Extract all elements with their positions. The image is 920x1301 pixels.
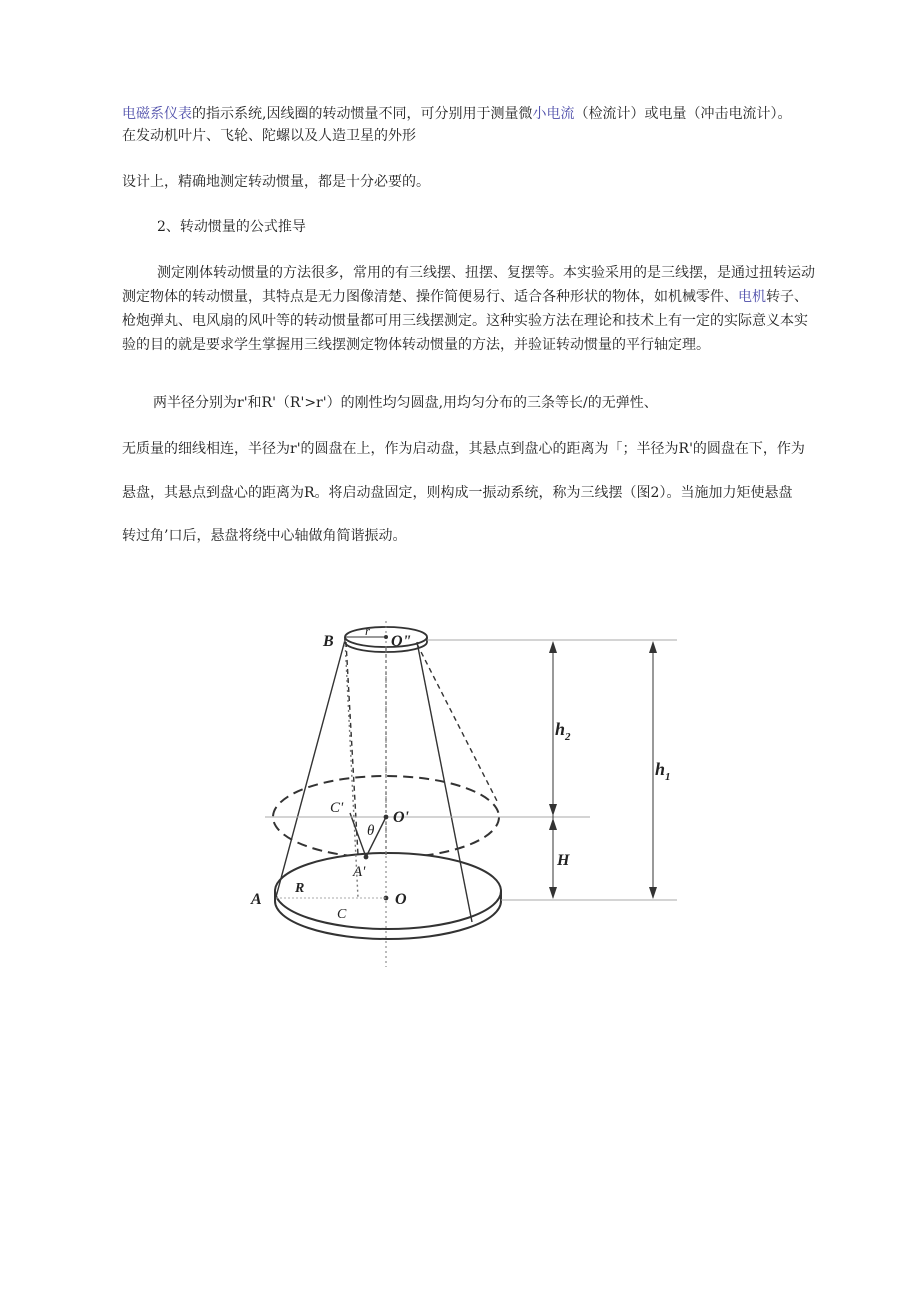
text-segment: （检流计）或电量（冲击电流计）。 <box>574 106 792 122</box>
label-h1: $h_1$ <box>655 759 671 783</box>
arrow-h2-bottom <box>549 804 557 816</box>
label-r: r <box>365 623 371 638</box>
paragraph-line: 在发动机叶片、飞轮、陀螺以及人造卫星的外形 <box>122 128 416 144</box>
label-h2: $h_2$ <box>555 719 571 743</box>
link-electromagnetic-instrument[interactable]: 电磁系仪表 <box>122 106 192 122</box>
arrow-h1-bottom <box>649 887 657 899</box>
label-B: B <box>323 633 334 650</box>
label-A: A <box>251 891 262 908</box>
arrow-h2-top <box>549 641 557 653</box>
label-C-prime: C' <box>330 800 344 816</box>
paragraph-line: 悬盘，其悬点到盘心的距离为R。将启动盘固定，则构成一振动系统，称为三线摆（图2）。当施加力矩使悬盘 <box>122 485 793 501</box>
label-R: R <box>295 881 305 896</box>
paragraph-line: 两半径分别为r'和R'（R'>r'）的刚性均匀圆盘,用均匀分布的三条等长/的无弹性、 <box>153 395 658 411</box>
label-O-double-prime: O" <box>391 633 412 650</box>
paragraph-line <box>122 287 808 307</box>
point-O-prime <box>384 815 389 820</box>
label-theta: θ <box>367 823 375 839</box>
text-segment: 测定物体的转动惯量，其特点是无力图像清楚、操作简便易行、适合各种形状的物体，如机械零件、 <box>122 289 738 305</box>
link-motor[interactable]: 电机 <box>738 289 766 305</box>
arrow-H-top <box>549 818 557 830</box>
paragraph-line: 无质量的细线相连，半径为r'的圆盘在上，作为启动盘，其悬点到盘心的距离为「；半径为R'的圆盘在下，作为 <box>122 441 805 457</box>
label-H: H <box>557 852 570 869</box>
paragraph-design: 设计上，精确地测定转动惯量，都是十分必要的。 <box>122 174 430 190</box>
label-O: O <box>395 891 407 908</box>
section-heading: 2、转动惯量的公式推导 <box>157 219 306 235</box>
paragraph-line: 验的目的就是要求学生掌握用三线摆测定物体转动惯量的方法，并验证转动惯量的平行轴定理。 <box>122 337 710 353</box>
paragraph-line: 测定刚体转动惯量的方法很多，常用的有三线摆、扭摆、复摆等。本实验采用的是三线摆，是通过扭转运动 <box>157 265 815 281</box>
arrow-h1-top <box>649 641 657 653</box>
paragraph-line: 转过角’口后，悬盘将绕中心轴做角简谐振动。 <box>122 528 407 544</box>
label-O-prime: O' <box>393 809 409 826</box>
text-segment: 的指示系统,因线圈的转动惯量不同，可分别用于测量微 <box>192 106 533 122</box>
bottom-disk <box>275 853 501 929</box>
point-A-prime <box>364 855 369 860</box>
paragraph-line: 枪炮弹丸、电风扇的风叶等的转动惯量都可用三线摆测定。这种实验方法在理论和技术上有一定的实际意义本实 <box>122 313 808 329</box>
text-segment: 转子、 <box>766 289 808 305</box>
label-C: C <box>337 907 347 922</box>
label-A-prime: A' <box>353 864 366 880</box>
paragraph-instruments <box>122 104 791 124</box>
dashed-string-left <box>346 642 358 855</box>
trifilar-pendulum-diagram <box>245 615 695 975</box>
arrow-H-bottom <box>549 887 557 899</box>
link-small-current[interactable]: 小电流 <box>532 106 575 122</box>
